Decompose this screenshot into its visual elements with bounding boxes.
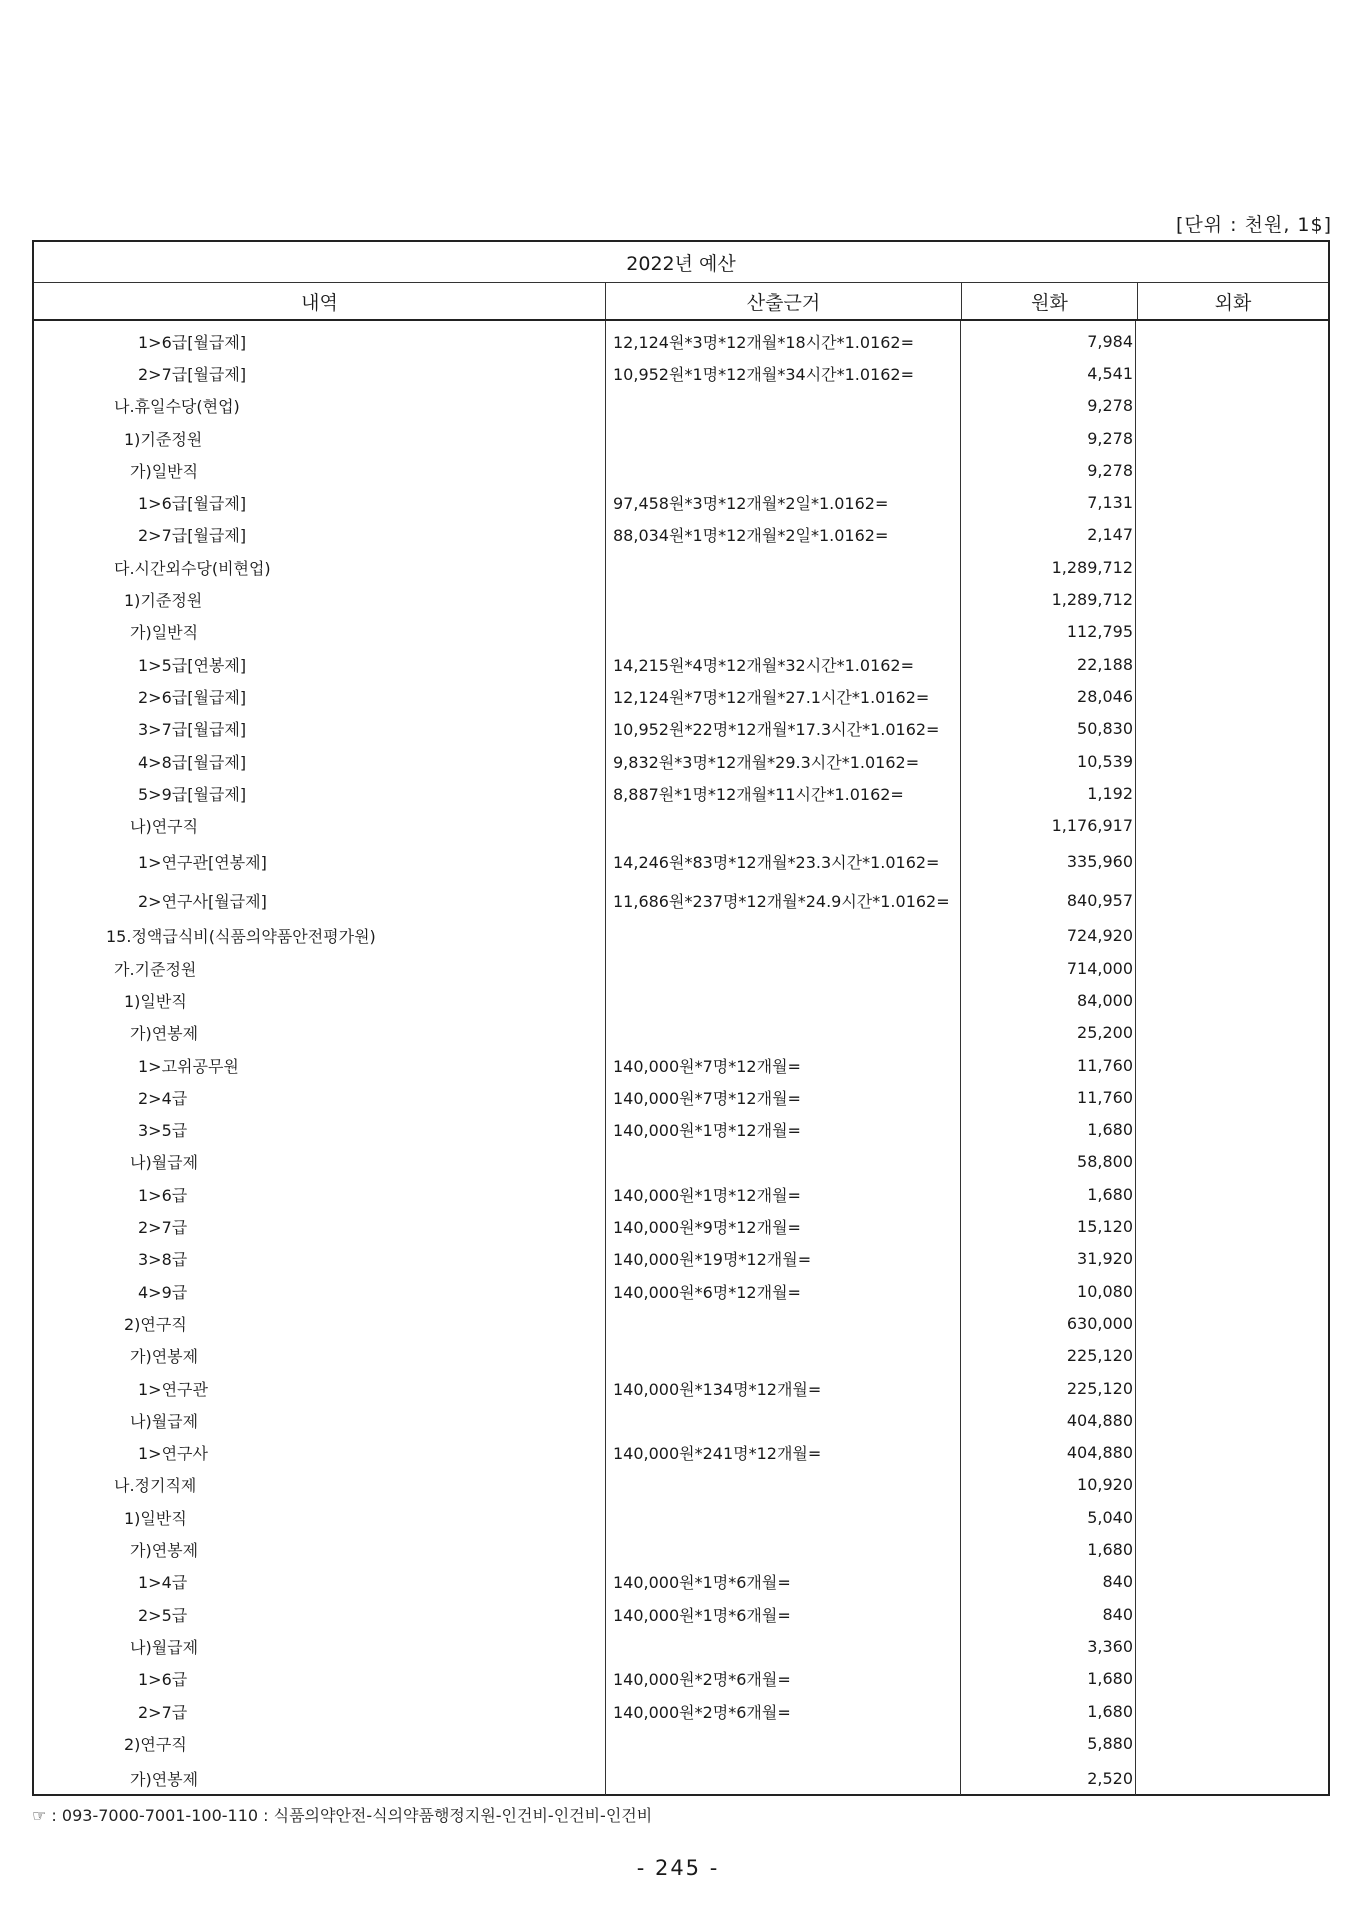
row-calculation-basis: 10,952원*22명*12개월*17.3시간*1.0162= — [613, 720, 940, 740]
row-item-label: 나)월급제 — [130, 1637, 199, 1657]
table-row — [34, 1598, 1328, 1630]
row-calculation-basis: 140,000원*7명*12개월= — [613, 1088, 801, 1108]
table-row — [34, 1663, 1328, 1695]
row-item-label: 3>8급 — [138, 1250, 188, 1270]
row-item-label: 4>9급 — [138, 1282, 188, 1302]
row-item-label: 1>6급[월급제] — [138, 332, 247, 352]
row-item-label: 가)일반직 — [130, 461, 199, 481]
row-calculation-basis: 140,000원*1명*6개월= — [613, 1605, 791, 1625]
row-item-label: 가.기준정원 — [114, 959, 197, 979]
table-row — [34, 920, 1328, 952]
row-calculation-basis: 14,246원*83명*12개월*23.3시간*1.0162= — [613, 852, 940, 872]
row-krw-amount: 9,278 — [1087, 396, 1133, 416]
row-calculation-basis: 88,034원*1명*12개월*2일*1.0162= — [613, 526, 889, 546]
table-row — [34, 1727, 1328, 1759]
row-item-label: 2>7급 — [138, 1702, 188, 1722]
header-krw: 원화 — [962, 283, 1138, 319]
row-krw-amount: 7,131 — [1087, 493, 1133, 513]
row-calculation-basis: 140,000원*1명*12개월= — [613, 1185, 801, 1205]
row-krw-amount: 225,120 — [1066, 1346, 1133, 1366]
row-krw-amount: 724,920 — [1066, 926, 1133, 946]
row-krw-amount: 84,000 — [1077, 990, 1133, 1010]
row-krw-amount: 112,795 — [1066, 622, 1133, 642]
row-krw-amount: 840 — [1102, 1572, 1133, 1592]
row-krw-amount: 9,278 — [1087, 460, 1133, 480]
table-row — [34, 1017, 1328, 1049]
row-krw-amount: 10,539 — [1077, 751, 1133, 771]
row-krw-amount: 5,040 — [1087, 1507, 1133, 1527]
row-item-label: 가)연봉제 — [130, 1024, 199, 1044]
row-krw-amount: 1,289,712 — [1051, 590, 1133, 610]
header-basis: 산출근거 — [606, 283, 962, 319]
table-row — [34, 1275, 1328, 1307]
table-row — [34, 390, 1328, 422]
row-item-label: 1>연구사 — [138, 1444, 208, 1464]
table-row — [34, 1146, 1328, 1178]
row-krw-amount: 1,680 — [1087, 1184, 1133, 1204]
row-item-label: 1>6급[월급제] — [138, 494, 247, 514]
row-item-label: 1>고위공무원 — [138, 1056, 239, 1076]
table-rows — [34, 325, 1328, 1798]
table-row — [34, 1081, 1328, 1113]
table-row — [34, 583, 1328, 615]
table-row — [34, 1533, 1328, 1565]
table-row — [34, 648, 1328, 680]
table-row — [34, 1049, 1328, 1081]
row-krw-amount: 2,147 — [1087, 525, 1133, 545]
row-krw-amount: 58,800 — [1077, 1152, 1133, 1172]
row-calculation-basis: 140,000원*134명*12개월= — [613, 1379, 822, 1399]
table-row — [34, 1114, 1328, 1146]
row-krw-amount: 225,120 — [1066, 1378, 1133, 1398]
table-title: 2022년 예산 — [34, 242, 1328, 283]
table-row — [34, 1501, 1328, 1533]
table-row — [34, 325, 1328, 357]
row-calculation-basis: 8,887원*1명*12개월*11시간*1.0162= — [613, 784, 904, 804]
row-item-label: 1>4급 — [138, 1573, 188, 1593]
table-row — [34, 357, 1328, 389]
row-item-label: 2)연구직 — [124, 1314, 187, 1334]
table-row — [34, 551, 1328, 583]
row-item-label: 3>7급[월급제] — [138, 720, 247, 740]
page-number: - 245 - — [636, 1856, 720, 1880]
row-calculation-basis: 11,686원*237명*12개월*24.9시간*1.0162= — [613, 891, 950, 911]
row-item-label: 1>6급 — [138, 1670, 188, 1690]
row-item-label: 2>4급 — [138, 1088, 188, 1108]
table-row — [34, 1404, 1328, 1436]
row-krw-amount: 22,188 — [1077, 654, 1133, 674]
row-item-label: 나.휴일수당(현업) — [114, 397, 240, 417]
row-item-label: 2>7급 — [138, 1218, 188, 1238]
row-item-label: 가)연봉제 — [130, 1347, 199, 1367]
table-row — [34, 1630, 1328, 1662]
row-krw-amount: 1,680 — [1087, 1701, 1133, 1721]
row-krw-amount: 714,000 — [1066, 958, 1133, 978]
row-item-label: 15.정액급식비(식품의약품안전평가원) — [106, 927, 376, 947]
row-calculation-basis: 9,832원*3명*12개월*29.3시간*1.0162= — [613, 752, 920, 772]
table-row — [34, 519, 1328, 551]
row-krw-amount: 1,680 — [1087, 1540, 1133, 1560]
row-item-label: 가)연봉제 — [130, 1541, 199, 1561]
row-krw-amount: 4,541 — [1087, 363, 1133, 383]
row-item-label: 2)연구직 — [124, 1734, 187, 1754]
table-row — [34, 422, 1328, 454]
table-row — [34, 984, 1328, 1016]
row-item-label: 4>8급[월급제] — [138, 752, 247, 772]
row-krw-amount: 1,192 — [1087, 783, 1133, 803]
row-item-label: 1>6급 — [138, 1185, 188, 1205]
row-item-label: 1>연구관 — [138, 1379, 208, 1399]
row-calculation-basis: 140,000원*1명*6개월= — [613, 1573, 791, 1593]
row-krw-amount: 630,000 — [1066, 1313, 1133, 1333]
row-krw-amount: 10,080 — [1077, 1281, 1133, 1301]
row-calculation-basis: 10,952원*1명*12개월*34시간*1.0162= — [613, 364, 915, 384]
row-calculation-basis: 140,000원*241명*12개월= — [613, 1444, 822, 1464]
row-item-label: 1>연구관[연봉제] — [138, 852, 267, 872]
row-item-label: 가)연봉제 — [130, 1770, 199, 1790]
row-krw-amount: 7,984 — [1087, 331, 1133, 351]
row-krw-amount: 404,880 — [1066, 1410, 1133, 1430]
row-calculation-basis: 140,000원*9명*12개월= — [613, 1218, 801, 1238]
budget-table — [32, 240, 1330, 1796]
row-krw-amount: 1,289,712 — [1051, 557, 1133, 577]
table-row — [34, 842, 1328, 881]
row-calculation-basis: 97,458원*3명*12개월*2일*1.0162= — [613, 494, 889, 514]
row-item-label: 다.시간외수당(비현업) — [114, 558, 271, 578]
row-krw-amount: 25,200 — [1077, 1023, 1133, 1043]
table-row — [34, 1372, 1328, 1404]
row-item-label: 나.정기직제 — [114, 1476, 197, 1496]
row-calculation-basis: 12,124원*7명*12개월*27.1시간*1.0162= — [613, 687, 930, 707]
row-calculation-basis: 14,215원*4명*12개월*32시간*1.0162= — [613, 655, 915, 675]
table-row — [34, 454, 1328, 486]
table-row — [34, 1243, 1328, 1275]
account-code-footnote: ☞ : 093-7000-7001-100-110 : 식품의약안전-식의약품행정지원-인건비-인건비-인건비 — [32, 1806, 653, 1825]
row-item-label: 2>7급[월급제] — [138, 526, 247, 546]
table-row — [34, 881, 1328, 920]
row-krw-amount: 840 — [1102, 1604, 1133, 1624]
row-item-label: 1>5급[연봉제] — [138, 655, 247, 675]
row-krw-amount: 840,957 — [1066, 890, 1133, 910]
row-item-label: 1)기준정원 — [124, 591, 203, 611]
row-calculation-basis: 12,124원*3명*12개월*18시간*1.0162= — [613, 332, 915, 352]
row-krw-amount: 28,046 — [1077, 686, 1133, 706]
row-item-label: 2>5급 — [138, 1605, 188, 1625]
row-calculation-basis: 140,000원*2명*6개월= — [613, 1702, 791, 1722]
row-calculation-basis: 140,000원*7명*12개월= — [613, 1056, 801, 1076]
row-krw-amount: 1,680 — [1087, 1120, 1133, 1140]
row-item-label: 3>5급 — [138, 1121, 188, 1141]
row-krw-amount: 9,278 — [1087, 428, 1133, 448]
table-header-row — [34, 283, 1328, 321]
row-krw-amount: 50,830 — [1077, 719, 1133, 739]
table-row — [34, 1437, 1328, 1469]
unit-label: [단위 : 천원, 1$] — [1176, 214, 1332, 236]
table-row — [34, 809, 1328, 841]
table-row — [34, 1469, 1328, 1501]
row-krw-amount: 5,880 — [1087, 1733, 1133, 1753]
row-item-label: 1)일반직 — [124, 1508, 187, 1528]
table-row — [34, 1759, 1328, 1798]
row-krw-amount: 11,760 — [1077, 1055, 1133, 1075]
table-row — [34, 1307, 1328, 1339]
row-calculation-basis: 140,000원*2명*6개월= — [613, 1670, 791, 1690]
table-row — [34, 777, 1328, 809]
row-item-label: 2>7급[월급제] — [138, 364, 247, 384]
row-calculation-basis: 140,000원*1명*12개월= — [613, 1121, 801, 1141]
table-row — [34, 952, 1328, 984]
row-item-label: 2>6급[월급제] — [138, 687, 247, 707]
row-krw-amount: 404,880 — [1066, 1443, 1133, 1463]
table-row — [34, 486, 1328, 518]
row-item-label: 2>연구사[월급제] — [138, 891, 267, 911]
table-row — [34, 1178, 1328, 1210]
table-row — [34, 680, 1328, 712]
table-row — [34, 1210, 1328, 1242]
table-row — [34, 713, 1328, 745]
row-krw-amount: 3,360 — [1087, 1636, 1133, 1656]
row-item-label: 1)일반직 — [124, 991, 187, 1011]
row-calculation-basis: 140,000원*6명*12개월= — [613, 1282, 801, 1302]
table-row — [34, 745, 1328, 777]
row-krw-amount: 1,680 — [1087, 1669, 1133, 1689]
row-krw-amount: 15,120 — [1077, 1217, 1133, 1237]
table-row — [34, 616, 1328, 648]
table-row — [34, 1695, 1328, 1727]
table-row — [34, 1340, 1328, 1372]
row-item-label: 나)월급제 — [130, 1411, 199, 1431]
row-item-label: 나)연구직 — [130, 817, 199, 837]
table-row — [34, 1566, 1328, 1598]
row-krw-amount: 11,760 — [1077, 1087, 1133, 1107]
row-krw-amount: 335,960 — [1066, 851, 1133, 871]
row-krw-amount: 1,176,917 — [1051, 816, 1133, 836]
row-item-label: 1)기준정원 — [124, 429, 203, 449]
row-krw-amount: 2,520 — [1087, 1769, 1133, 1789]
header-foreign: 외화 — [1214, 291, 1252, 314]
header-item: 내역 — [34, 283, 606, 319]
row-item-label: 나)월급제 — [130, 1153, 199, 1173]
row-item-label: 가)일반직 — [130, 623, 199, 643]
row-krw-amount: 10,920 — [1077, 1475, 1133, 1495]
table-body — [34, 321, 1328, 1795]
row-krw-amount: 31,920 — [1077, 1249, 1133, 1269]
row-item-label: 5>9급[월급제] — [138, 784, 247, 804]
row-calculation-basis: 140,000원*19명*12개월= — [613, 1250, 812, 1270]
